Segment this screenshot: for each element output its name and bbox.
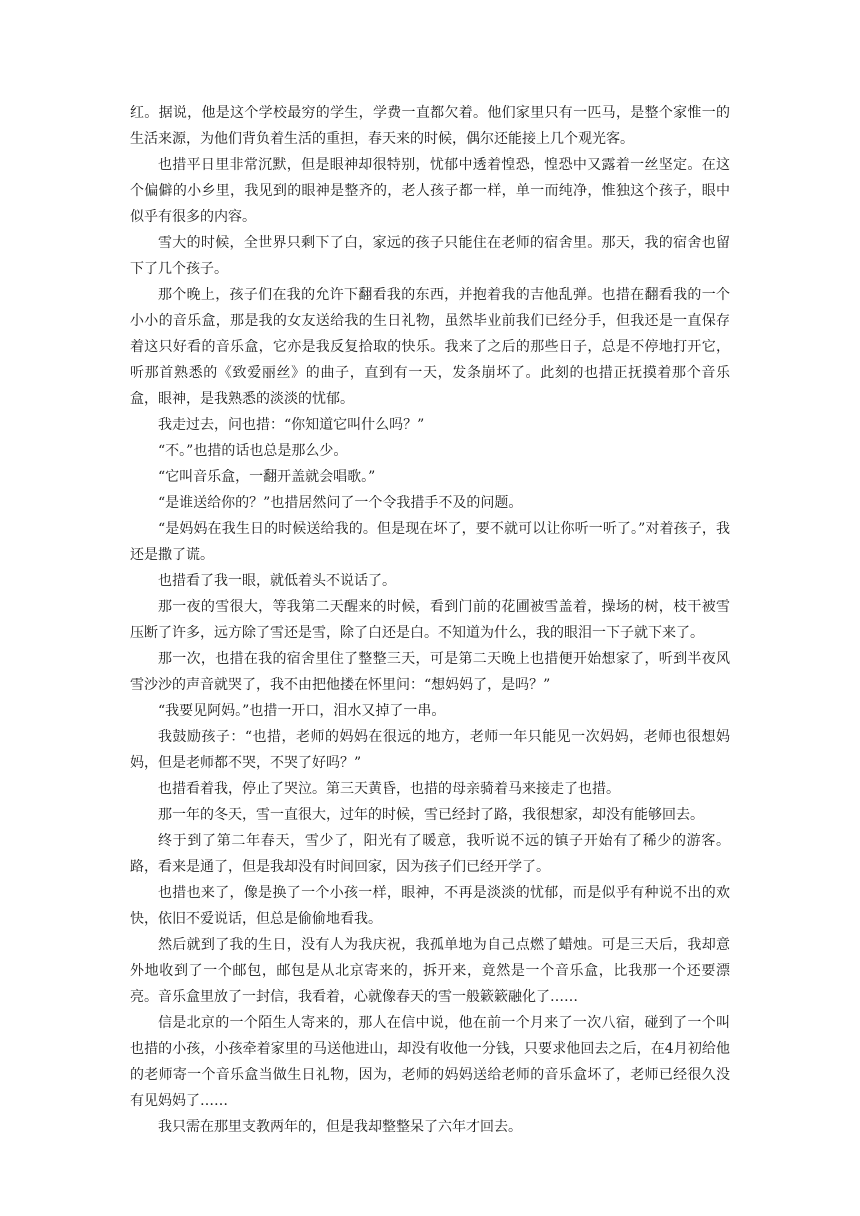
paragraph: 那一夜的雪很大，等我第二天醒来的时候，看到门前的花圃被雪盖着，操场的树，枝干被雪压断了许多，远方除了雪还是雪，除了白还是白。不知道为什么，我的眼泪一下子就下来了。 (130, 599, 730, 641)
paragraph: 也措平日里非常沉默，但是眼神却很特别，忧郁中透着惶恐，惶恐中又露着一丝坚定。在这个偏僻的小乡里，我见到的眼神是整齐的，老人孩子都一样，单一而纯净，惟独这个孩子，眼中似乎有很多的内容。 (130, 157, 730, 225)
article-body (130, 100, 730, 1140)
paragraph: 信是北京的一个陌生人寄来的，那人在信中说，他在前一个月来了一次八宿，碰到了一个叫也措的小孩，小孩牵着家里的马送他进山，却没有收他一分钱，只要求他回去之后，在4月初给他的老师寄一个音乐盒当做生日礼物，因为，老师的妈妈送给老师的音乐盒坏了，老师已经很久没有见妈妈了…… (130, 1015, 730, 1109)
paragraph: 终于到了第二年春天，雪少了，阳光有了暖意，我听说不远的镇子开始有了稀少的游客。路，看来是通了，但是我却没有时间回家，因为孩子们已经开学了。 (130, 833, 730, 875)
paragraph: 我只需在那里支教两年的，但是我却整整呆了六年才回去。 (158, 1119, 522, 1135)
paragraph: 那一年的冬天，雪一直很大，过年的时候，雪已经封了路，我很想家，却没有能够回去。 (158, 807, 704, 823)
paragraph: 那一次，也措在我的宿舍里住了整整三天，可是第二天晚上也措便开始想家了，听到半夜风雪沙沙的声音就哭了，我不由把他搂在怀里问：“想妈妈了，是吗？” (130, 651, 730, 693)
paragraph: “是谁送给你的？”也措居然问了一个令我措手不及的问题。 (158, 495, 523, 511)
paragraph: 那个晚上，孩子们在我的允许下翻看我的东西，并抱着我的吉他乱弹。也措在翻看我的一个小小的音乐盒，那是我的女友送给我的生日礼物，虽然毕业前我们已经分手，但我还是一直保存着这只好看的音乐盒，它亦是我反复拾取的快乐。我来了之后的那些日子，总是不停地打开它，听那首熟悉的《致爱丽丝》的曲子，直到有一天，发条崩坏了。此刻的也措正抚摸着那个音乐盒，眼神，是我熟悉的淡淡的忧郁。 (130, 287, 730, 407)
paragraph: 我鼓励孩子：“也措，老师的妈妈在很远的地方，老师一年只能见一次妈妈，老师也很想妈妈，但是老师都不哭，不哭了好吗？” (130, 729, 730, 771)
paragraph: 雪大的时候，全世界只剩下了白，家远的孩子只能住在老师的宿舍里。那天，我的宿舍也留下了几个孩子。 (130, 235, 730, 277)
paragraph: 也措也来了，像是换了一个小孩一样，眼神，不再是淡淡的忧郁，而是似乎有种说不出的欢快，依旧不爱说话，但总是偷偷地看我。 (130, 885, 730, 927)
paragraph: “我要见阿妈。”也措一开口，泪水又掉了一串。 (158, 703, 446, 719)
paragraph: 红。据说，他是这个学校最穷的学生，学费一直都欠着。他们家里只有一匹马，是整个家惟一的生活来源，为他们背负着生活的重担，春天来的时候，偶尔还能接上几个观光客。 (130, 105, 730, 147)
paragraph: “是妈妈在我生日的时候送给我的。但是现在坏了，要不就可以让你听一听了。”对着孩子，我还是撒了谎。 (130, 521, 730, 563)
paragraph: “它叫音乐盒，一翻开盖就会唱歌。” (158, 469, 376, 485)
paragraph: 然后就到了我的生日，没有人为我庆祝，我孤单地为自己点燃了蜡烛。可是三天后，我却意外地收到了一个邮包，邮包是从北京寄来的，拆开来，竟然是一个音乐盒，比我那一个还要漂亮。音乐盒里放了一封信，我看着，心就像春天的雪一般簌簌融化了…… (130, 937, 730, 1005)
paragraph: 我走过去，问也措：“你知道它叫什么吗？” (158, 417, 425, 433)
paragraph: 也措看着我，停止了哭泣。第三天黄昏，也措的母亲骑着马来接走了也措。 (158, 781, 620, 797)
paragraph: “不。”也措的话也总是那么少。 (158, 443, 348, 459)
paragraph: 也措看了我一眼，就低着头不说话了。 (158, 573, 396, 589)
